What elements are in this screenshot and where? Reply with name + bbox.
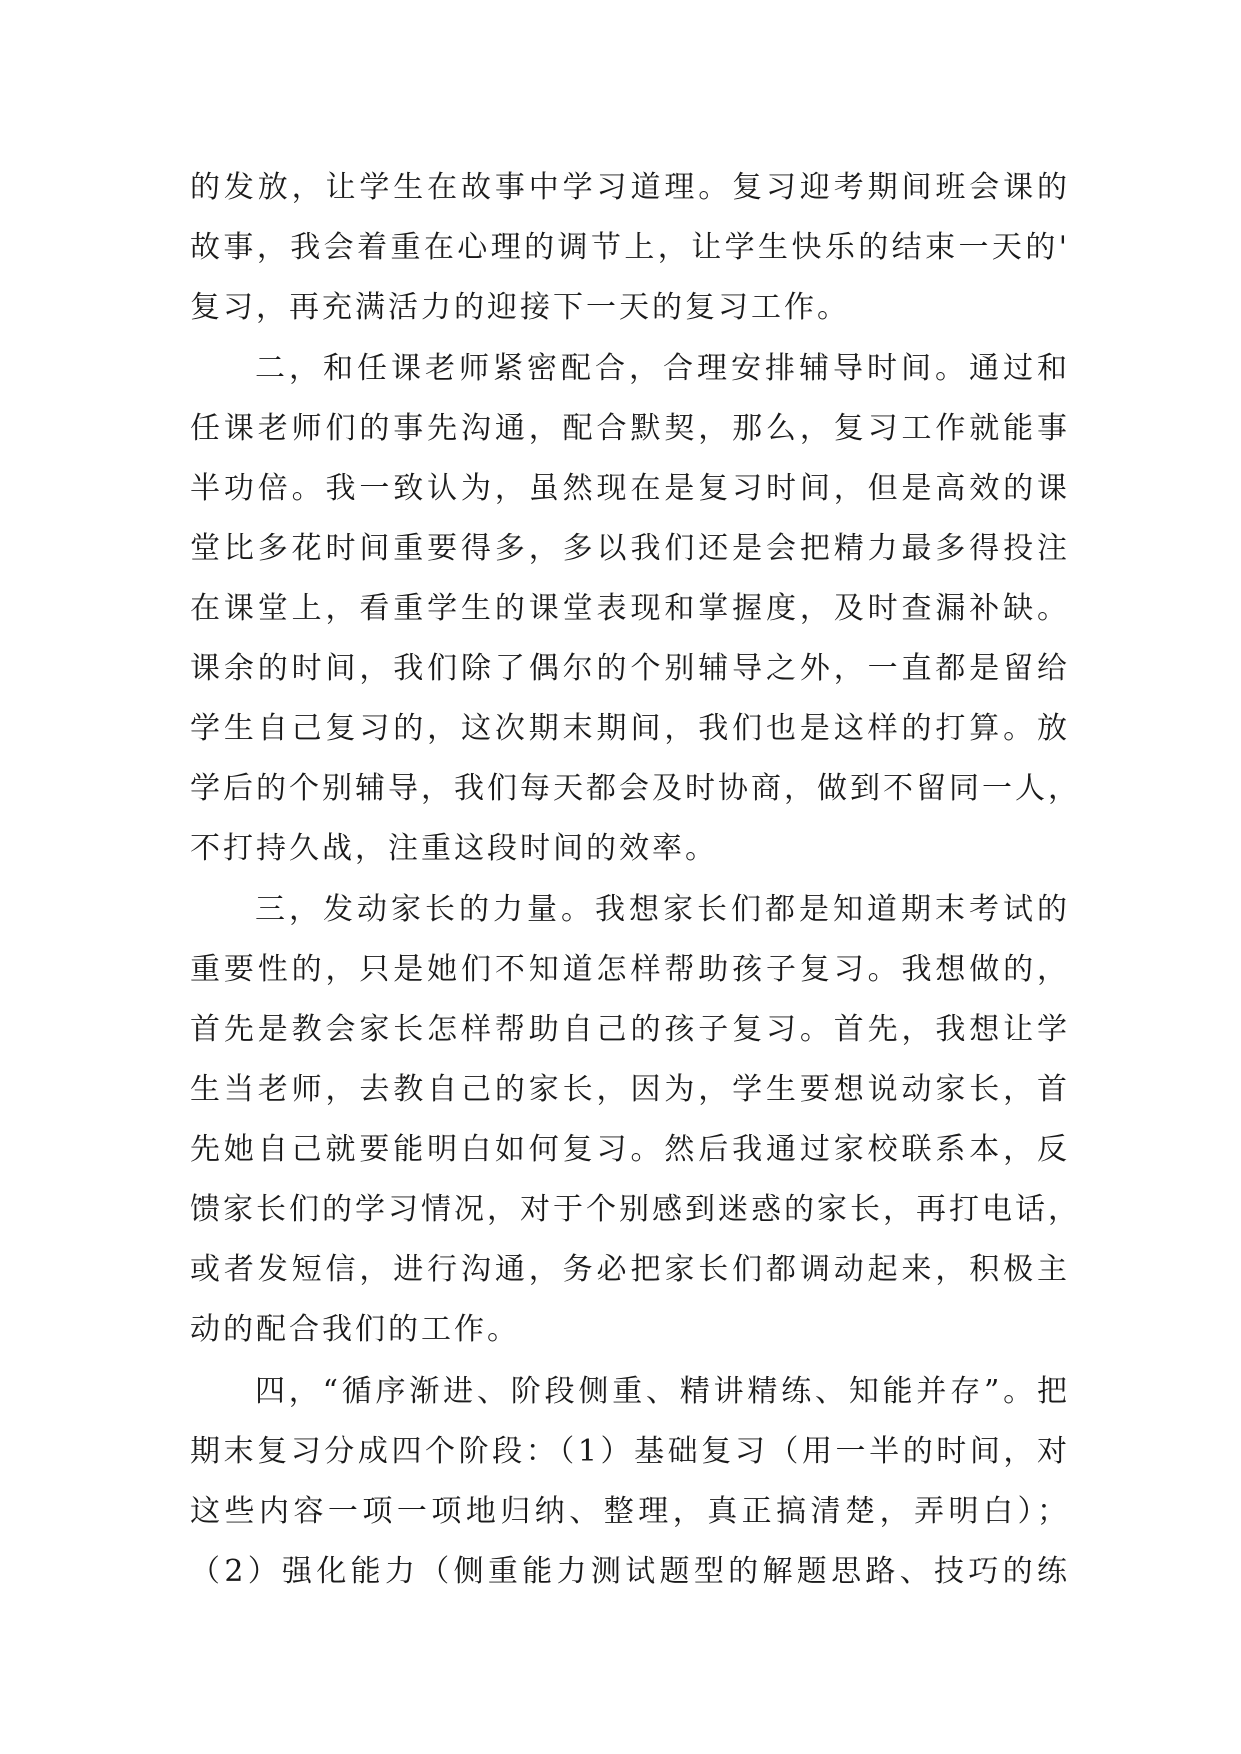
text-line: 首先是教会家长怎样帮助自己的孩子复习。首先，我想让学 bbox=[190, 1012, 1070, 1048]
text-line: 馈家长们的学习情况，对于个别感到迷惑的家长，再打电话， bbox=[190, 1192, 1081, 1228]
paragraph-three bbox=[190, 880, 1081, 1360]
text-line: 学后的个别辅导，我们每天都会及时协商，做到不留同一人， bbox=[190, 771, 1081, 807]
text-line: 半功倍。我一致认为，虽然现在是复习时间，但是高效的课 bbox=[190, 471, 1070, 507]
text-line: 重要性的，只是她们不知道怎样帮助孩子复习。我想做的， bbox=[190, 952, 1070, 988]
text-line: 在课堂上，看重学生的课堂表现和掌握度，及时查漏补缺。 bbox=[190, 591, 1070, 627]
text-line: 堂比多花时间重要得多，多以我们还是会把精力最多得投注 bbox=[190, 531, 1070, 567]
text-line: 动的配合我们的工作。 bbox=[190, 1312, 520, 1348]
text-line: 故事，我会着重在心理的调节上，让学生快乐的结束一天的' bbox=[190, 230, 1070, 265]
text-line: 或者发短信，进行沟通，务必把家长们都调动起来，积极主 bbox=[190, 1252, 1070, 1288]
text-line: 二，和任课老师紧密配合，合理安排辅导时间。通过和 bbox=[255, 351, 1070, 387]
document-body bbox=[190, 158, 1081, 1603]
paragraph-two bbox=[190, 339, 1081, 879]
text-line: 任课老师们的事先沟通，配合默契，那么，复习工作就能事 bbox=[190, 411, 1070, 447]
text-line: 这些内容一项一项地归纳、整理，真正搞清楚，弄明白）； bbox=[190, 1493, 1070, 1529]
text-line: 四，“循序渐进、阶段侧重、精讲精练、知能并存”。把 bbox=[255, 1373, 1070, 1409]
text-line: 课余的时间，我们除了偶尔的个别辅导之外，一直都是留给 bbox=[190, 651, 1070, 687]
text-line: 复习，再充满活力的迎接下一天的复习工作。 bbox=[190, 290, 850, 325]
text-line: 的发放，让学生在故事中学习道理。复习迎考期间班会课的 bbox=[190, 170, 1070, 205]
text-line: 学生自己复习的，这次期末期间，我们也是这样的打算。放 bbox=[190, 711, 1070, 747]
paragraph-four bbox=[190, 1362, 1070, 1602]
text-line: 三，发动家长的力量。我想家长们都是知道期末考试的 bbox=[255, 892, 1070, 928]
text-line: 不打持久战，注重这段时间的效率。 bbox=[190, 831, 718, 867]
text-line: 先她自己就要能明白如何复习。然后我通过家校联系本，反 bbox=[190, 1132, 1070, 1168]
text-line: （2）强化能力（侧重能力测试题型的解题思路、技巧的练 bbox=[190, 1553, 1070, 1589]
text-line: 期末复习分成四个阶段：（1）基础复习（用一半的时间，对 bbox=[190, 1433, 1070, 1469]
paragraph-story bbox=[190, 158, 1070, 338]
text-line: 生当老师，去教自己的家长，因为，学生要想说动家长，首 bbox=[190, 1072, 1070, 1108]
